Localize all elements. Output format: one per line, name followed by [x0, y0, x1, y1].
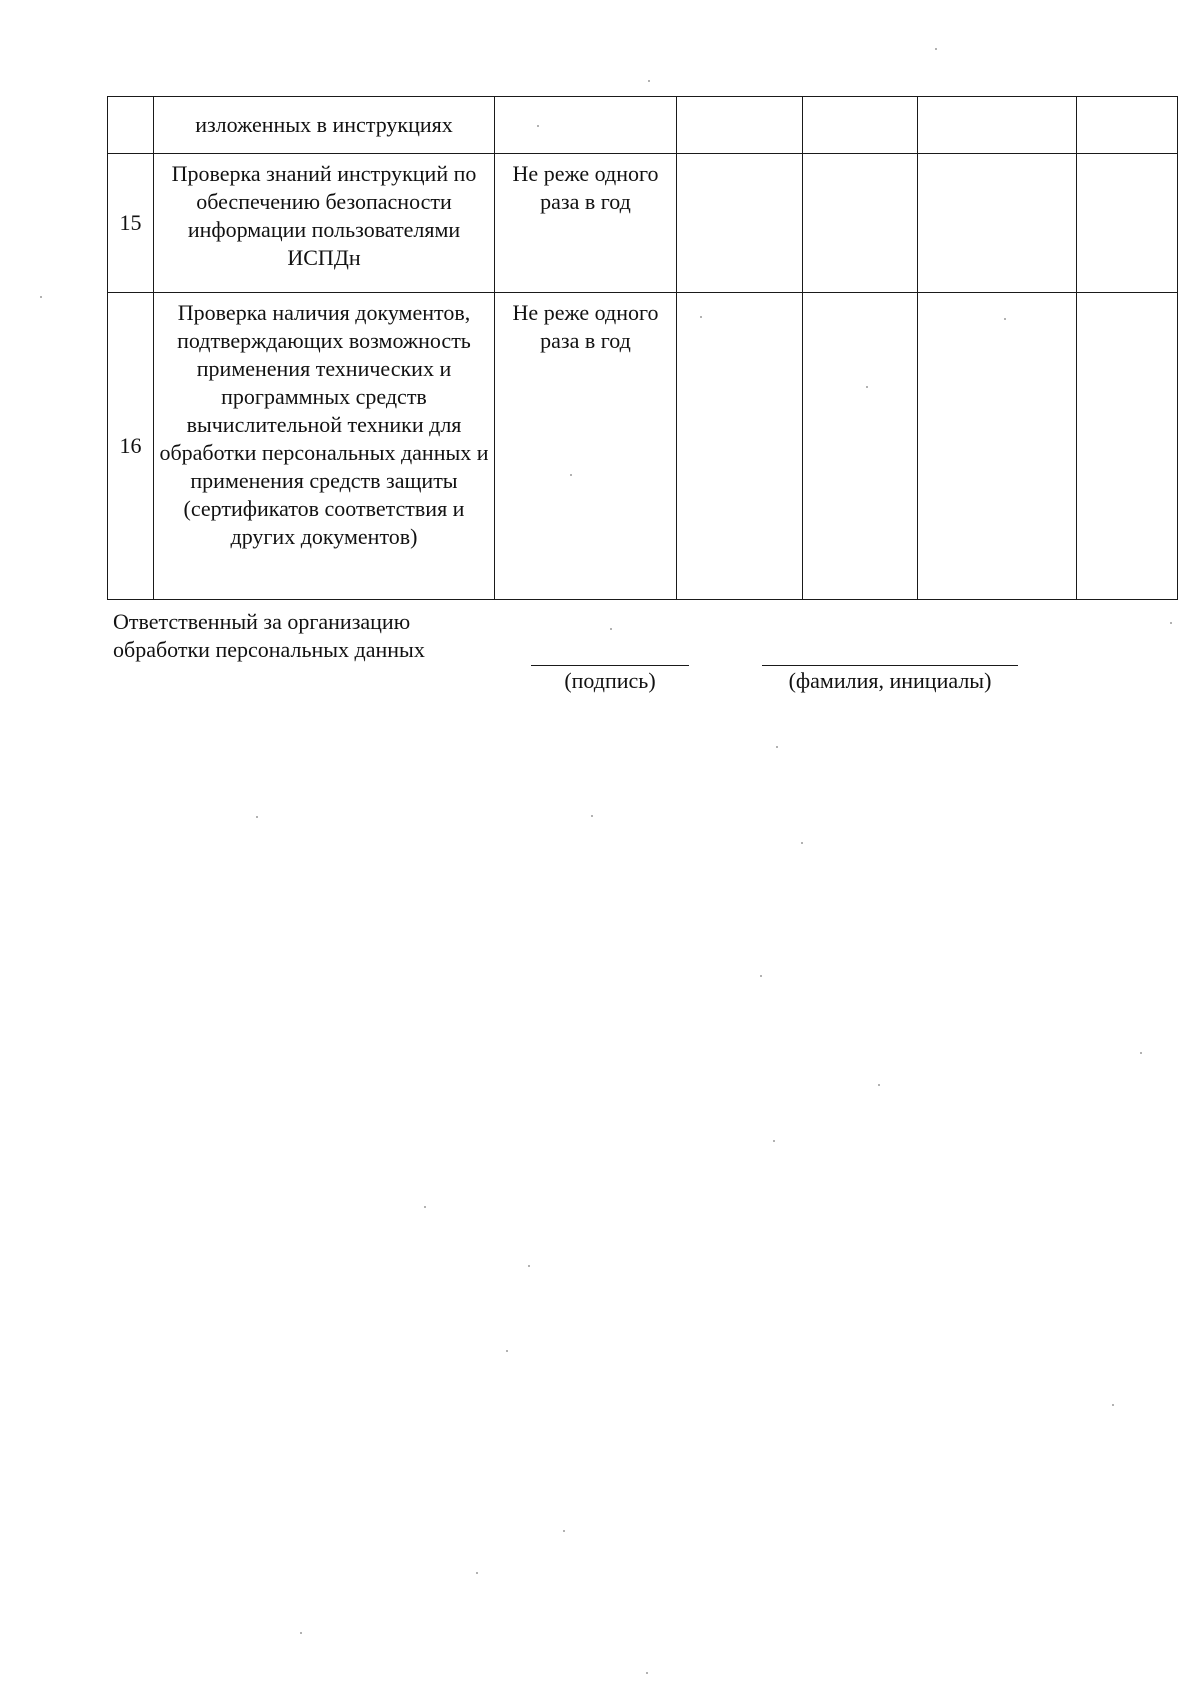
scan-speck — [1170, 622, 1172, 624]
scan-speck — [570, 474, 572, 476]
empty-cell — [677, 154, 803, 293]
row-periodicity: Не реже одного раза в год — [495, 293, 677, 600]
scan-speck — [760, 975, 762, 977]
checklist-table — [107, 96, 1178, 600]
row-number: 15 — [108, 154, 154, 293]
empty-cell — [677, 97, 803, 154]
scan-speck — [935, 48, 937, 50]
scan-speck — [528, 1265, 530, 1267]
scan-speck — [563, 1530, 565, 1532]
empty-cell — [918, 154, 1077, 293]
table-row — [108, 97, 1178, 154]
row-number-cell — [108, 97, 154, 154]
empty-cell — [918, 97, 1077, 154]
row-periodicity — [495, 97, 677, 154]
scan-speck — [537, 125, 539, 127]
scan-speck — [591, 815, 593, 817]
table-row — [108, 154, 1178, 293]
scan-speck — [610, 628, 612, 630]
scan-speck — [801, 842, 803, 844]
row-description: Проверка наличия документов, подтверждающих возможность применения технических и программных средств вычислительной техники для обработки персональных данных и применения средств защиты (сертификатов соответствия и других документов) — [154, 293, 495, 600]
name-caption: (фамилия, инициалы) — [788, 668, 992, 693]
signature-line — [531, 665, 689, 666]
scan-speck — [648, 80, 650, 82]
responsible-person-label: Ответственный за организацию — [113, 609, 411, 634]
empty-cell — [918, 293, 1077, 600]
scan-speck — [773, 1140, 775, 1142]
scan-speck — [1140, 1052, 1142, 1054]
signature-caption: (подпись) — [564, 668, 656, 693]
row-description: изложенных в инструкциях — [154, 97, 495, 154]
empty-cell — [677, 293, 803, 600]
empty-cell — [803, 293, 918, 600]
empty-cell — [1077, 154, 1178, 293]
scan-speck — [866, 386, 868, 388]
scan-speck — [1112, 1404, 1114, 1406]
empty-cell — [803, 97, 918, 154]
scan-speck — [1004, 318, 1006, 320]
empty-cell — [803, 154, 918, 293]
row-number: 16 — [108, 293, 154, 600]
scan-speck — [40, 296, 42, 298]
signature-block — [113, 608, 425, 664]
empty-cell — [1077, 293, 1178, 600]
empty-cell — [1077, 97, 1178, 154]
name-line — [762, 665, 1018, 666]
scan-speck — [646, 1672, 648, 1674]
table-row — [108, 293, 1178, 600]
scan-speck — [506, 1350, 508, 1352]
row-periodicity: Не реже одного раза в год — [495, 154, 677, 293]
scan-speck — [300, 1632, 302, 1634]
scan-speck — [256, 816, 258, 818]
scan-speck — [424, 1206, 426, 1208]
scan-speck — [776, 746, 778, 748]
scan-speck — [878, 1084, 880, 1086]
responsible-person-label: обработки персональных данных — [113, 637, 425, 662]
row-description: Проверка знаний инструкций по обеспечению безопасности информации пользователями ИСПДн — [154, 154, 495, 293]
scan-speck — [476, 1572, 478, 1574]
scan-speck — [700, 316, 702, 318]
